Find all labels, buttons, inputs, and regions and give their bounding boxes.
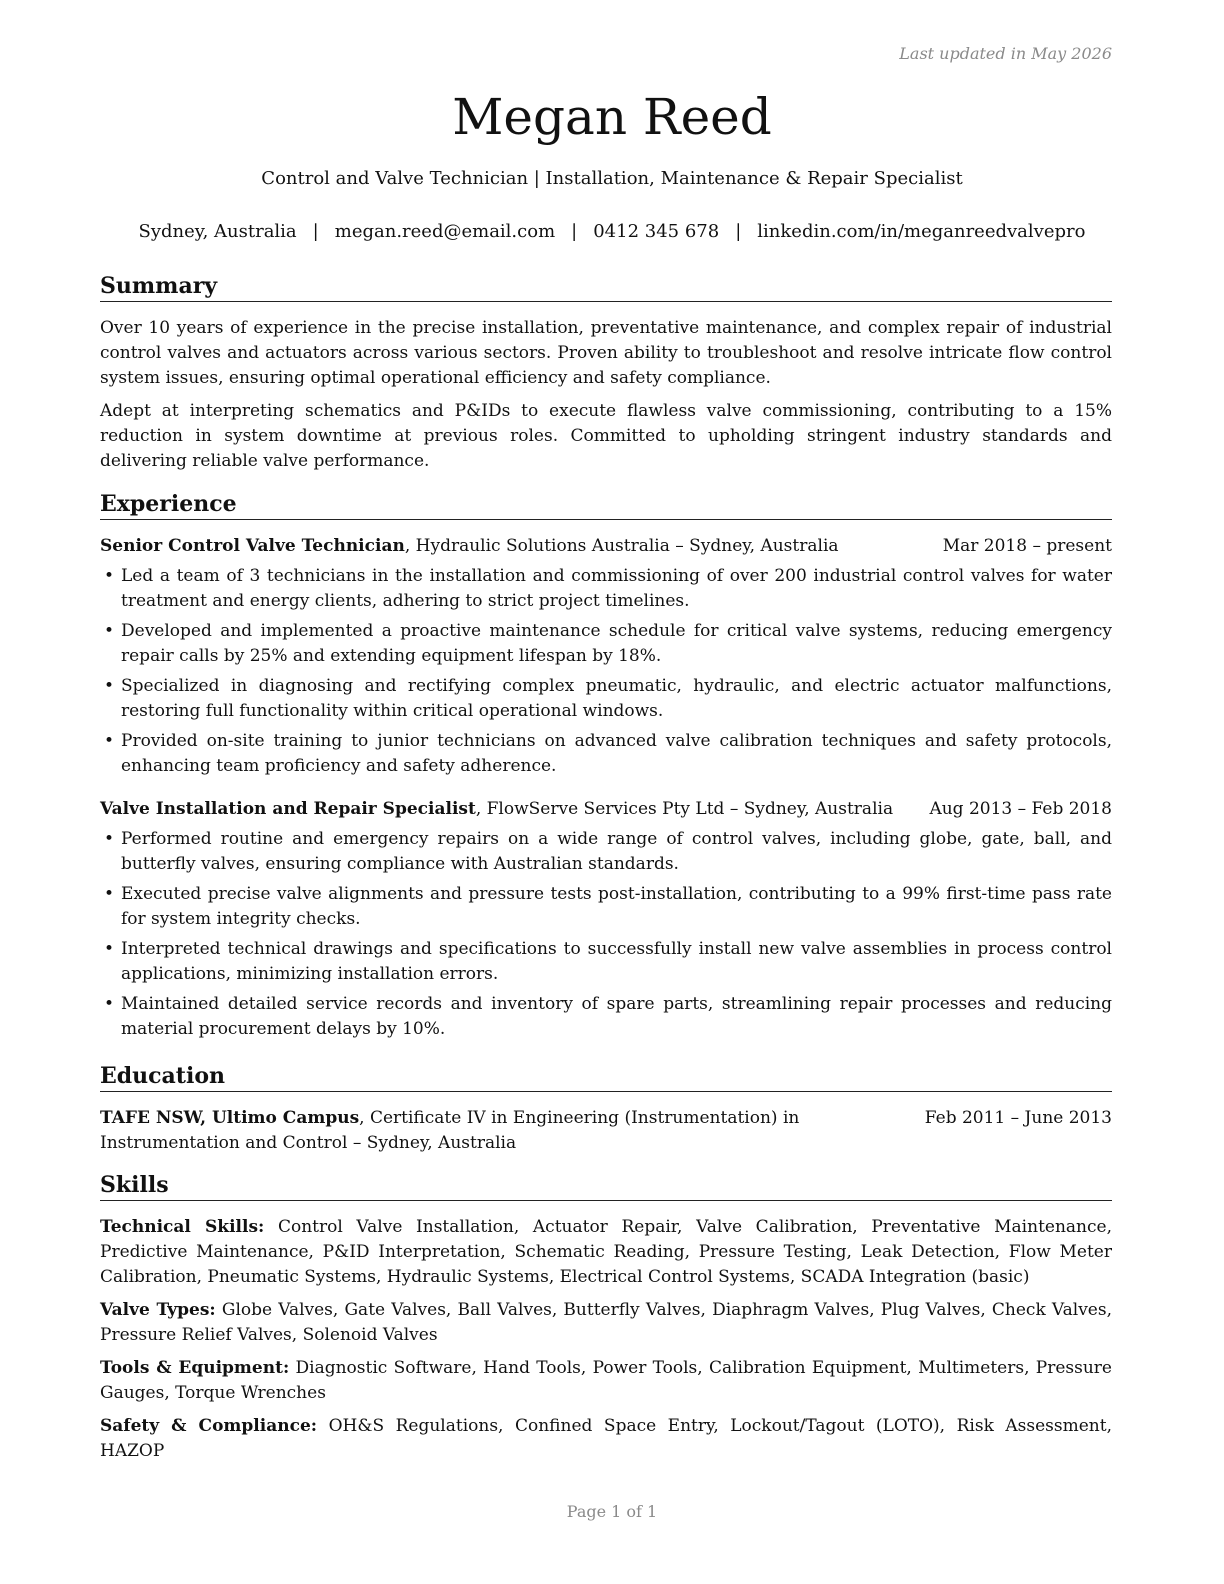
section-title-education: Education bbox=[100, 1062, 1112, 1092]
contact-separator: | bbox=[735, 221, 742, 242]
contact-line bbox=[0, 219, 1224, 245]
list-item: • Maintained detailed service records and inventory of spare parts, streamlining repair processes and reducing material procurement delays by 10%. bbox=[104, 994, 1112, 1039]
skill-group-text: OH&S Regulations, Confined Space Entry, Lockout/Tagout (LOTO), Risk Assessment, HAZOP bbox=[100, 1416, 1112, 1461]
bullet-icon: • bbox=[104, 939, 115, 959]
job-role: Senior Control Valve Technician bbox=[100, 536, 405, 556]
skill-group bbox=[100, 1414, 1112, 1464]
skills-section bbox=[100, 1171, 1112, 1464]
contact-separator: | bbox=[571, 221, 578, 242]
skill-group-text: Diagnostic Software, Hand Tools, Power Tools, Calibration Equipment, Multimeters, Pressure Gauges, Torque Wrenches bbox=[100, 1358, 1112, 1403]
contact-separator: | bbox=[312, 221, 319, 242]
job-role: Valve Installation and Repair Specialist bbox=[100, 799, 476, 819]
list-item: • Interpreted technical drawings and specifications to successfully install new valve assemblies in process control applications, minimizing installation errors. bbox=[104, 939, 1112, 984]
contact-linkedin[interactable]: linkedin.com/in/meganreedvalvepro bbox=[757, 221, 1086, 242]
bullet-icon: • bbox=[104, 884, 115, 904]
section-title-experience: Experience bbox=[100, 490, 1112, 520]
section-title-skills: Skills bbox=[100, 1171, 1112, 1201]
job-org: , Hydraulic Solutions Australia – Sydney, Australia bbox=[404, 536, 839, 556]
skill-group bbox=[100, 1298, 1112, 1348]
bullet-icon: • bbox=[104, 829, 115, 849]
education-entry bbox=[100, 1106, 1112, 1156]
skill-group-label: Valve Types: bbox=[100, 1300, 216, 1320]
list-item: • Executed precise valve alignments and pressure tests post-installation, contributing to a 99% first-time pass rate for system integrity checks. bbox=[104, 884, 1112, 929]
list-item: • Specialized in diagnosing and rectifying complex pneumatic, hydraulic, and electric actuator malfunctions, restoring full functionality within critical operational windows. bbox=[104, 676, 1112, 721]
job-dates: Mar 2018 – present bbox=[942, 536, 1112, 556]
education-dates: Feb 2011 – June 2013 bbox=[924, 1108, 1112, 1128]
job-bullets bbox=[100, 564, 1112, 779]
list-item: • Performed routine and emergency repairs on a wide range of control valves, including globe, gate, ball, and butterfly valves, ensuring compliance with Australian standards. bbox=[104, 829, 1112, 874]
summary-paragraph: Over 10 years of experience in the precise installation, preventative maintenance, and complex repair of industrial control valves and actuators across various sectors. Proven ability to troubleshoot and resolve intricate flow control system issues, ensuring optimal operational efficiency and safety compliance. bbox=[100, 318, 1112, 388]
contact-location: Sydney, Australia bbox=[138, 221, 297, 242]
summary-paragraph: Adept at interpreting schematics and P&IDs to execute flawless valve commissioning, contributing to a 15% reduction in system downtime at previous roles. Committed to upholding stringent industry standards and delivering reliable valve performance. bbox=[100, 401, 1112, 471]
job-header bbox=[100, 797, 1112, 822]
job-header bbox=[100, 534, 1112, 559]
skill-group bbox=[100, 1356, 1112, 1406]
summary-section bbox=[100, 272, 1112, 474]
bullet-icon: • bbox=[104, 621, 115, 641]
contact-email[interactable]: megan.reed@email.com bbox=[334, 221, 556, 242]
page-number: Page 1 of 1 bbox=[566, 1502, 658, 1521]
list-item: • Developed and implemented a proactive maintenance schedule for critical valve systems, reducing emergency repair calls by 25% and extending equipment lifespan by 18%. bbox=[104, 621, 1112, 666]
list-item: • Provided on-site training to junior technicians on advanced valve calibration techniques and safety protocols, enhancing team proficiency and safety adherence. bbox=[104, 731, 1112, 776]
job-dates: Aug 2013 – Feb 2018 bbox=[929, 799, 1112, 819]
education-detail: , Certificate IV in Engineering (Instrumentation) in Instrumentation and Control – Sydney, Australia bbox=[100, 1108, 800, 1153]
skill-group-label: Technical Skills: bbox=[100, 1217, 265, 1237]
last-updated-note: Last updated in May 2026 bbox=[899, 44, 1112, 63]
skill-group-text: Control Valve Installation, Actuator Repair, Valve Calibration, Preventative Maintenance, Predictive Maintenance, P&ID Interpretation, Schematic Reading, Pressure Testing, Leak Detection, Flow Meter Calibration, Pneumatic Systems, Hydraulic Systems, Electrical Control Systems, SCADA Integration (basic) bbox=[100, 1217, 1112, 1287]
section-title-summary: Summary bbox=[100, 272, 1112, 302]
experience-section bbox=[100, 490, 1112, 1042]
headline: Control and Valve Technician | Installation, Maintenance & Repair Specialist bbox=[261, 168, 963, 189]
job-bullets bbox=[100, 827, 1112, 1042]
skill-group-label: Tools & Equipment: bbox=[100, 1358, 290, 1378]
education-school: TAFE NSW, Ultimo Campus bbox=[100, 1108, 360, 1128]
skill-group-text: Globe Valves, Gate Valves, Ball Valves, Butterfly Valves, Diaphragm Valves, Plug Valves, Check Valves, Pressure Relief Valves, Solenoid Valves bbox=[100, 1300, 1112, 1345]
bullet-icon: • bbox=[104, 566, 115, 586]
job-entry bbox=[100, 797, 1112, 1042]
bullet-icon: • bbox=[104, 731, 115, 751]
list-item: • Led a team of 3 technicians in the installation and commissioning of over 200 industrial control valves for water treatment and energy clients, adhering to strict project timelines. bbox=[104, 566, 1112, 611]
job-org: , FlowServe Services Pty Ltd – Sydney, Australia bbox=[475, 799, 894, 819]
bullet-icon: • bbox=[104, 994, 115, 1014]
candidate-name: Megan Reed bbox=[452, 88, 772, 146]
job-entry bbox=[100, 534, 1112, 779]
skill-group-label: Safety & Compliance: bbox=[100, 1416, 318, 1436]
contact-phone[interactable]: 0412 345 678 bbox=[593, 221, 720, 242]
bullet-icon: • bbox=[104, 676, 115, 696]
skill-group bbox=[100, 1215, 1112, 1290]
education-section bbox=[100, 1062, 1112, 1156]
